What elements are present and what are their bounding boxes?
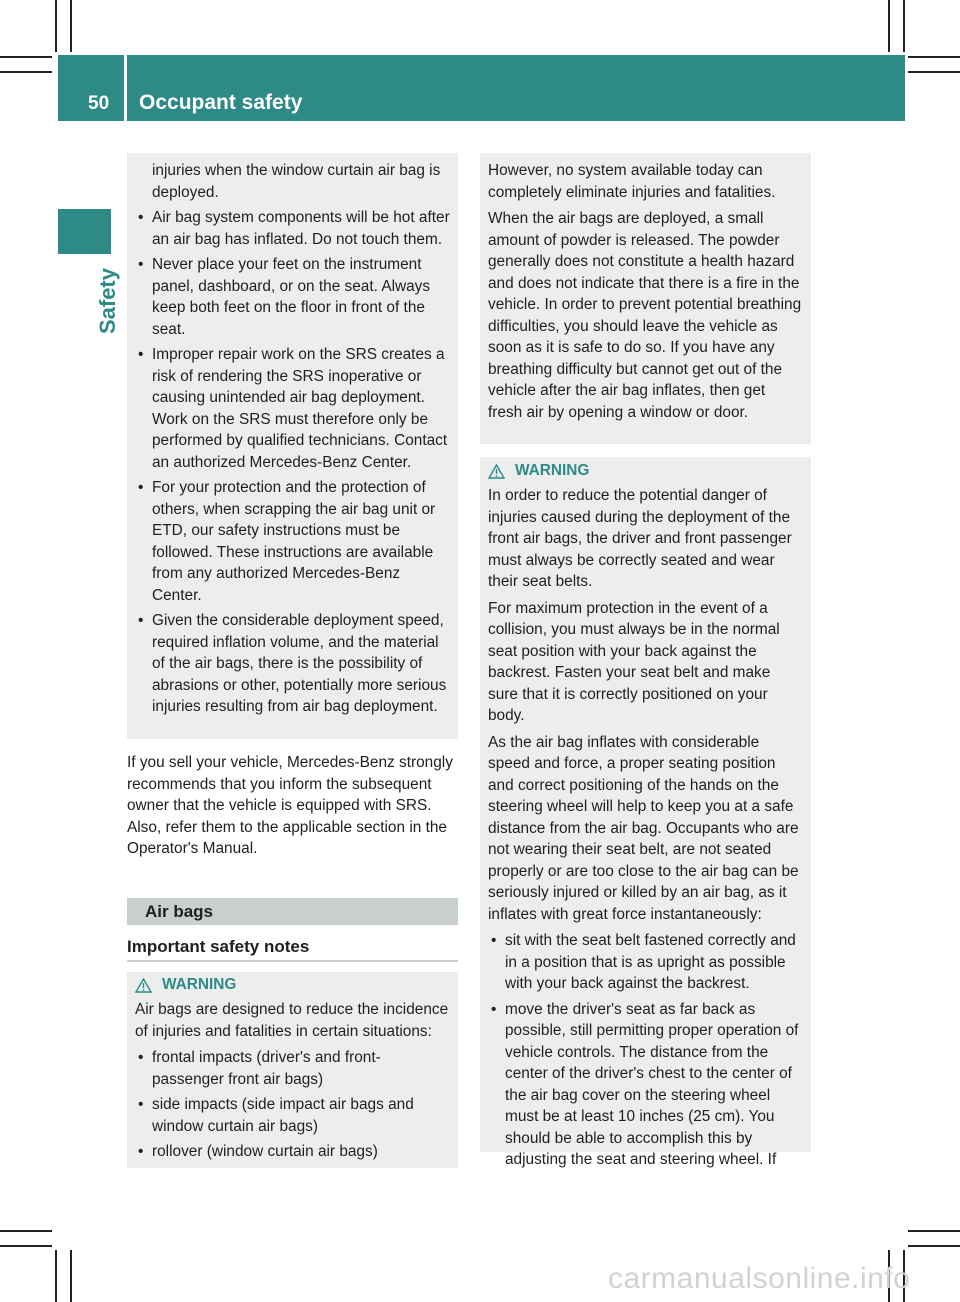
crop-mark [0,56,52,58]
warning-label: WARNING [162,976,237,994]
paragraph: As the air bag inflates with considerable speed and force, a proper seating position and correct positioning of the hands on the steering wheel will help to keep you at a safe distance from the air bag. Occupants who are not wearing their seat belt, are not seated properly or are too close to the air bag can be seriously injured or killed by an air bag, as it inflates with great force instantaneously: [488,733,799,923]
list-item: • rollover (window curtain air bags) [135,1141,450,1163]
body-paragraph: If you sell your vehicle, Mercedes-Benz strongly recommends that you inform the subsequent owner that the vehicle is equipped with SRS. Also, refer them to the applicable section in the Operator's Manual. [127,754,453,857]
paragraph: In order to reduce the potential danger of injuries caused during the deployment of the front air bags, the driver and front passenger must always be correctly seated and wear their seat belts. [488,487,792,590]
warning-header [488,460,803,482]
crop-mark [0,71,52,73]
warning-bullets [488,930,803,1171]
list-item: • Given the considerable deployment speed, required inflation volume, and the material of the air bags, there is the possibility of abrasions or other, potentially more serious injuries resulting from air bag deployment. [135,610,450,718]
warning-triangle-icon [488,464,505,479]
crop-mark [908,56,960,58]
continued-text: injuries when the window curtain air bag is deployed. [152,162,441,201]
header-separator [124,55,127,121]
crop-mark [908,1245,960,1247]
list-item: • Never place your feet on the instrument panel, dashboard, or on the seat. Always keep both feet on the floor in front of the seat. [135,254,450,340]
crop-mark [70,1250,72,1302]
crop-mark [55,1250,57,1302]
left-box-bullets [135,207,450,718]
crop-mark [55,0,57,52]
list-item: • For your protection and the protection of others, when scrapping the air bag unit or ETD, our safety instructions must be followed. These instructions are available from any authorized Mercedes-Benz Center. [135,477,450,606]
list-item: • Improper repair work on the SRS creates a risk of rendering the SRS inoperative or causing unintended air bag deployment. Work on the SRS must therefore only be performed by qualified technicians. Contact an authorized Mercedes-Benz Center. [135,344,450,473]
subsection-heading: Important safety notes [127,937,310,956]
crop-mark [903,0,905,52]
list-item: • frontal impacts (driver's and front-passenger front air bags) [135,1047,450,1090]
warning-triangle-icon [135,978,152,993]
warning-intro: Air bags are designed to reduce the incidence of injuries and fatalities in certain situations: [135,1001,449,1040]
crop-mark [0,1245,52,1247]
page-title: Occupant safety [139,91,303,114]
crop-mark [908,71,960,73]
side-tab-marker [58,209,111,254]
section-heading: Air bags [127,898,458,925]
paragraph: When the air bags are deployed, a small amount of powder is released. The powder generally does not constitute a health hazard and does not indicate that there is a fire in the vehicle. In order to prevent potential breathing difficulties, you should leave the vehicle as soon as it is safe to do so. If you have any breathing difficulty but cannot get out of the vehicle after the air bag inflates, then get fresh air by opening a window or door. [488,210,802,421]
warning-bullets [135,1047,450,1163]
side-tab-label: Safety [95,268,120,335]
right-box-continued [480,153,811,444]
crop-mark [70,0,72,52]
paragraph: For maximum protection in the event of a collision, you must always be in the normal seat position with your back against the backrest. Fasten your seat belt and make sure that it is correctly positioned on your body. [488,599,780,724]
page-number: 50 [88,93,110,114]
warning-header [135,974,450,996]
crop-mark [888,0,890,52]
warning-label: WARNING [515,462,590,480]
paragraph: However, no system available today can completely eliminate injuries and fatalities. [488,162,776,201]
footer-watermark: carmanualsonline.info [608,1262,911,1295]
list-item: • sit with the seat belt fastened correctly and in a position that is as upright as possible with your back against the backrest. [488,930,803,995]
list-item: • Air bag system components will be hot after an air bag has inflated. Do not touch them. [135,207,450,250]
warning-box-seating [480,457,811,1168]
list-item: • side impacts (side impact air bags and window curtain air bags) [135,1094,450,1137]
crop-mark [0,1230,52,1232]
warning-box-airbags [127,972,458,1168]
list-item: • move the driver's seat as far back as possible, still permitting proper operation of vehicle controls. The distance from the center of the driver's chest to the center of the air bag cover on the steering wheel must be at least 10 inches (25 cm). You should be able to accomplish this by adjusting the seat and steering wheel. If [488,999,803,1171]
crop-mark [908,1230,960,1232]
subsection-rule [127,960,458,962]
left-warning-continued [127,153,458,739]
